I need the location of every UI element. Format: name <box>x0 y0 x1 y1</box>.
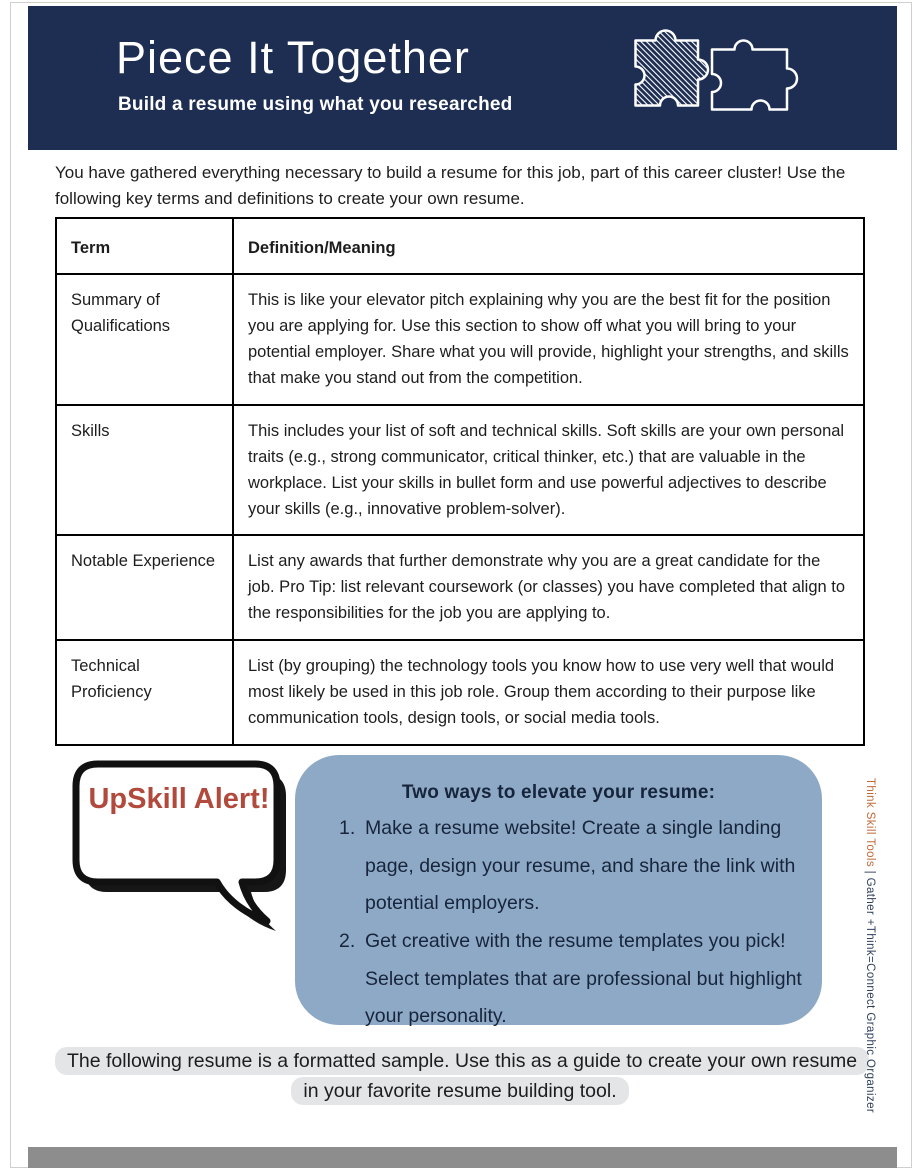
puzzle-pieces-icon <box>628 28 803 126</box>
list-item-number: 1. <box>339 817 356 839</box>
list-item-number: 2. <box>339 929 356 952</box>
tips-list <box>295 810 822 1036</box>
list-item <box>339 923 822 1036</box>
tips-heading: Two ways to elevate your resume: <box>401 782 716 803</box>
upskill-alert-bubble <box>70 758 310 933</box>
header-banner <box>28 6 897 150</box>
table-row <box>56 640 864 744</box>
term-cell: Summary of Qualifications <box>56 274 233 405</box>
definition-cell: This is like your elevator pitch explaining why you are the best fit for the position you are applying for. Use this section to show off what you will bring to your potential employer. Share what you will provide, highlight your strengths, and skills that make you stand out from the competition. <box>233 274 864 405</box>
page-title: Piece It Together <box>116 32 470 83</box>
definition-cell: List (by grouping) the technology tools you know how to use very well that would most likely be used in this job role. Group them according to their purpose like communication tools, design tools, or social media tools. <box>233 640 864 744</box>
sidebar-brand: Think Skill Tools <box>864 778 876 868</box>
term-cell: Technical Proficiency <box>56 640 233 744</box>
footer-note-text: The following resume is a formatted sample. Use this as a guide to create your own resume in your favorite resume building tool. <box>55 1047 869 1105</box>
footer-note <box>55 1046 865 1106</box>
definition-cell: List any awards that further demonstrate why you are a great candidate for the job. Pro Tip: list relevant coursework (or classes) you have completed that align to the responsibilities for the job you are applying to. <box>233 535 864 640</box>
intro-paragraph: You have gathered everything necessary to build a resume for this job, part of this career cluster! Use the following key terms and definitions to create your own resume. <box>55 163 846 209</box>
term-cell: Notable Experience <box>56 535 233 640</box>
upskill-alert-text: UpSkill Alert! <box>88 783 270 815</box>
definition-cell: This includes your list of soft and technical skills. Soft skills are your own personal traits (e.g., strong communicator, critical thinker, etc.) that are valuable in the workplace. List your skills in bullet form and use powerful adjectives to describe your skills (e.g., innovative problem-solver). <box>233 405 864 535</box>
sidebar-credit-rest: | Gather +Think=Connect Graphic Organizer <box>864 867 876 1114</box>
table-row <box>56 405 864 535</box>
table-row <box>56 535 864 640</box>
table-header-definition: Definition/Meaning <box>233 218 864 274</box>
table-header-row <box>56 218 864 274</box>
list-item-text: Make a resume website! Create a single landing page, design your resume, and share the link with potential employers. <box>365 817 796 915</box>
term-cell: Skills <box>56 405 233 535</box>
list-item-text: Get creative with the resume templates you pick! Select templates that are professional but highlight your personality. <box>365 929 802 1028</box>
tips-box <box>295 755 822 1028</box>
table-header-term: Term <box>56 218 233 274</box>
terms-table <box>55 217 865 746</box>
sidebar-credit <box>864 778 876 1128</box>
page-subtitle: Build a resume using what you researched <box>118 94 513 115</box>
list-item <box>339 810 822 923</box>
page-separator-bar <box>28 1147 897 1168</box>
table-row <box>56 274 864 405</box>
